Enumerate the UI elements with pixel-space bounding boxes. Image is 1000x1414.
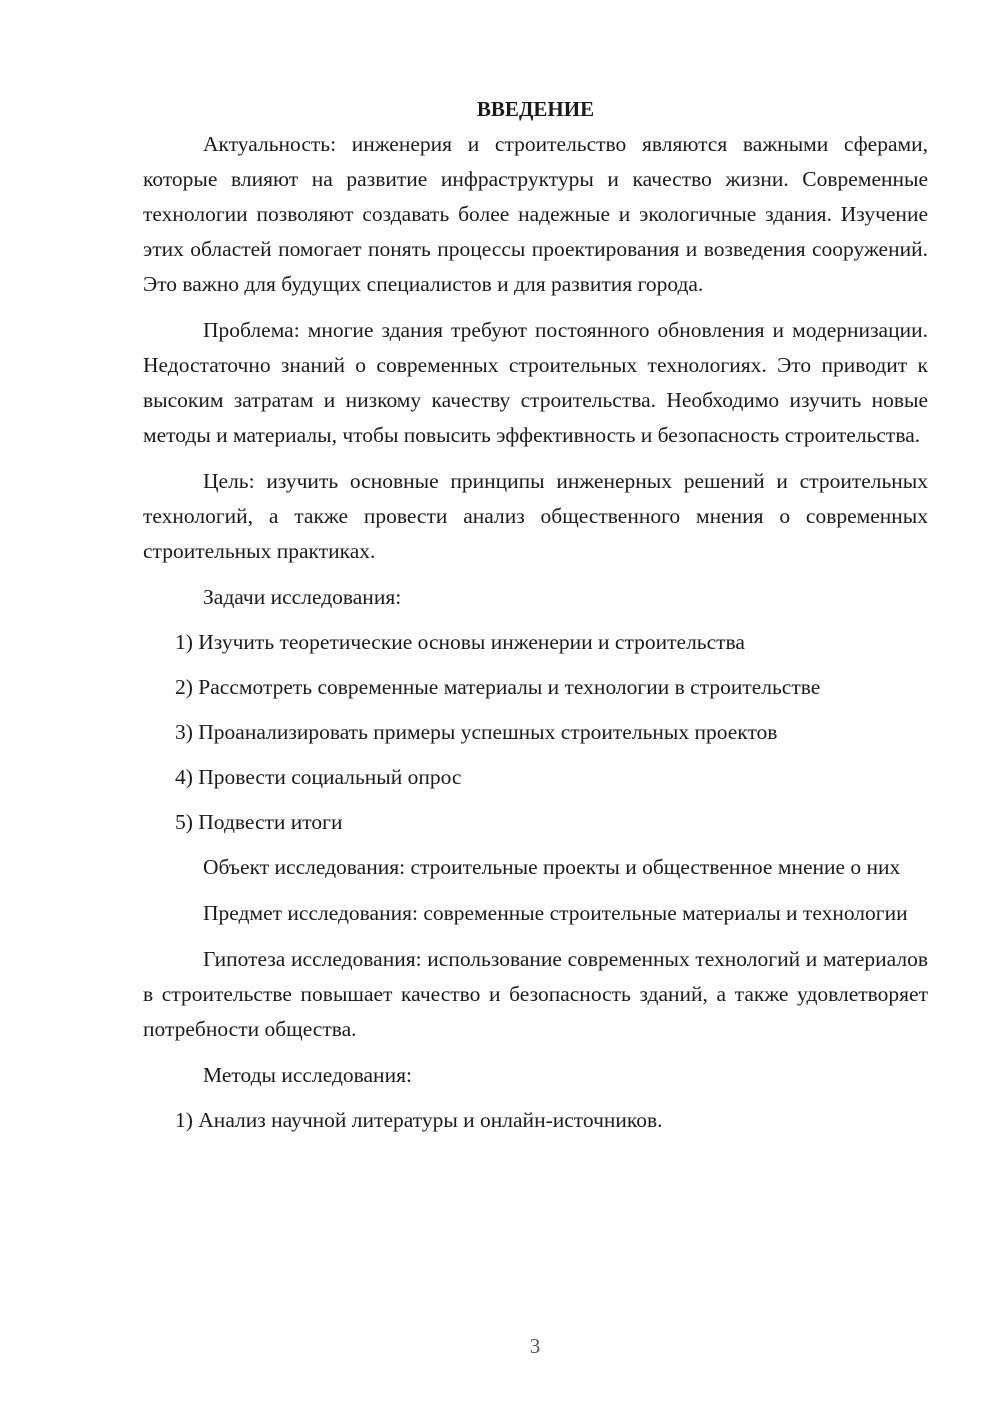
list-item: 4) Провести социальный опрос xyxy=(175,765,462,789)
page-title: ВВЕДЕНИЕ xyxy=(476,97,595,121)
methods-list xyxy=(143,1103,928,1138)
page-number: 3 xyxy=(529,1334,541,1358)
tasks-heading: Задачи исследования: xyxy=(203,585,402,609)
paragraph-problem: Проблема: многие здания требуют постоянного обновления и модернизации. Недостаточно знаний о современных строительных технологиях. Это приводит к высоким затратам и низкому качеству строительства. Необходимо изучить новые методы и материалы, чтобы повысить эффективность и безопасность строительства. xyxy=(143,318,928,447)
paragraph-subject: Предмет исследования: современные строительные материалы и технологии xyxy=(203,901,908,925)
list-item: 5) Подвести итоги xyxy=(175,810,343,834)
paragraph-goal: Цель: изучить основные принципы инженерных решений и строительных технологий, а также провести анализ общественного мнения о современных строительных практиках. xyxy=(143,469,928,563)
methods-heading: Методы исследования: xyxy=(203,1063,412,1087)
list-item: 1) Изучить теоретические основы инженерии и строительства xyxy=(175,630,745,654)
list-item: 3) Проанализировать примеры успешных строительных проектов xyxy=(175,720,778,744)
paragraph-object: Объект исследования: строительные проекты и общественное мнение о них xyxy=(203,855,901,879)
paragraph-relevance: Актуальность: инженерия и строительство являются важными сферами, которые влияют на развитие инфраструктуры и качество жизни. Современные технологии позволяют создавать более надежные и экологичные здания. Изучение этих областей помогает понять процессы проектирования и возведения сооружений. Это важно для будущих специалистов и для развития города. xyxy=(143,132,928,296)
tasks-list xyxy=(143,625,928,840)
list-item: 2) Рассмотреть современные материалы и технологии в строительстве xyxy=(175,675,821,699)
list-item: 1) Анализ научной литературы и онлайн-источников. xyxy=(175,1108,663,1132)
paragraph-hypothesis: Гипотеза исследования: использование современных технологий и материалов в строительстве повышает качество и безопасность зданий, а также удовлетворяет потребности общества. xyxy=(143,947,928,1041)
document-page xyxy=(143,92,928,1148)
